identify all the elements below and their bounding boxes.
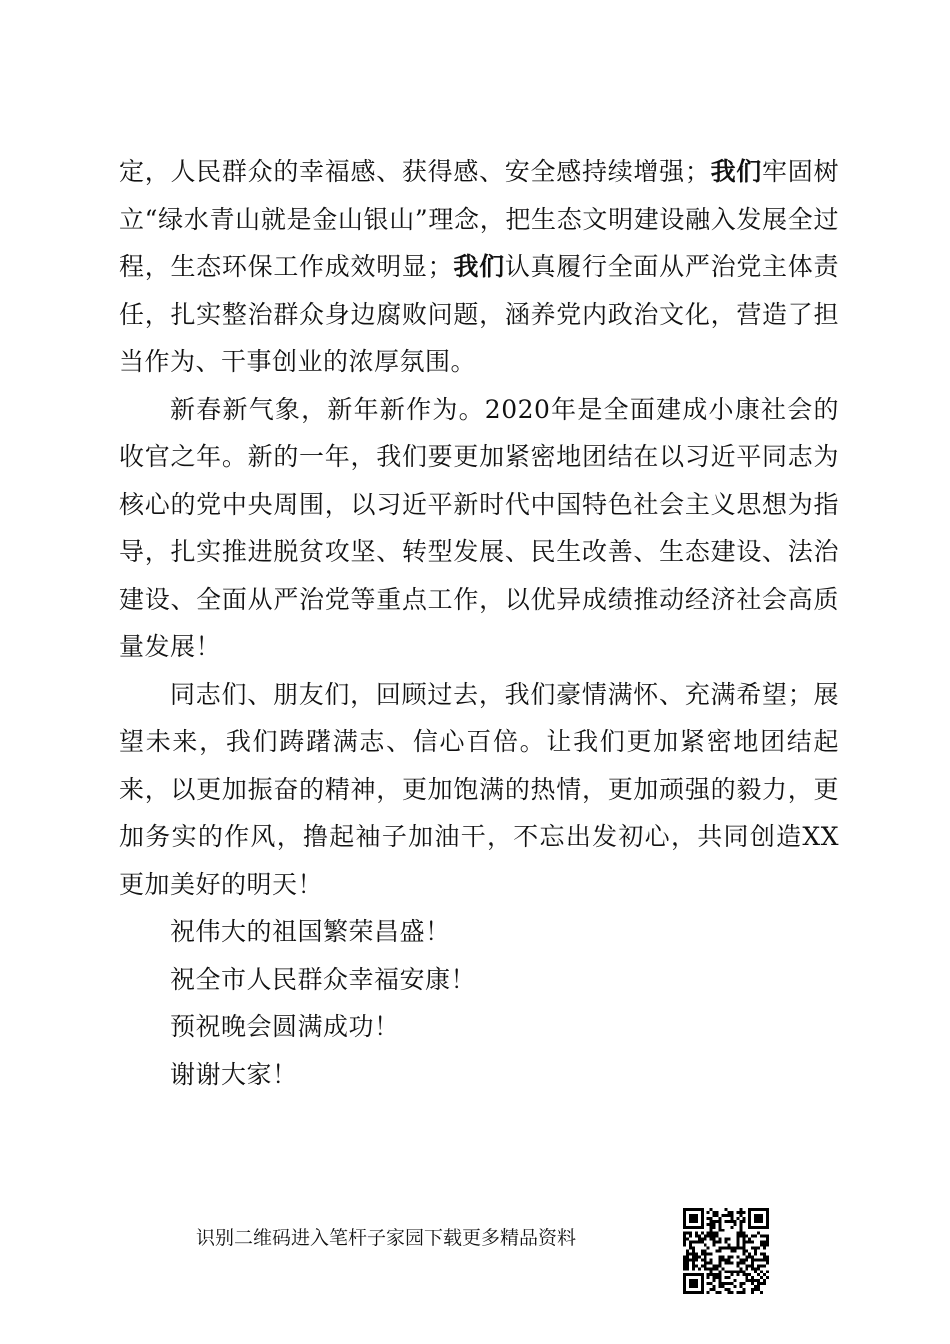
- bold-text-segment: 我们: [710, 157, 763, 186]
- paragraph: [119, 1003, 839, 1051]
- paragraph: [119, 908, 839, 956]
- qr-code-icon: [683, 1208, 769, 1294]
- text-segment: 祝全市人民群众幸福安康！: [170, 964, 477, 994]
- text-segment: 牢固树立“绿水青山就是金山银山”理念，把生态文明建设融入发展全过程，生态环保工作成效明显；: [119, 157, 839, 281]
- text-segment: 认真履行全面从严治党主体责任，扎实整治群众身边腐败问题，涵养党内政治文化，营造了担当作为、干事创业的浓厚氛围。: [119, 252, 839, 376]
- paragraph: [119, 956, 839, 1004]
- text-segment: 同志们、朋友们，回顾过去，我们豪情满怀、充满希望；展望未来，我们踌躇满志、信心百倍。让我们更加紧密地团结起来，以更加振奋的精神，更加饱满的热情，更加顽强的毅力，更加务实的作风，撸起袖子加油干，不忘出发初心，共同创造XX更加美好的明天！: [119, 679, 839, 899]
- paragraph: [119, 148, 839, 386]
- bold-text-segment: 我们: [453, 252, 505, 281]
- text-segment: 新春新气象，新年新作为。2020年是全面建成小康社会的收官之年。新的一年，我们要更加紧密地团结在以习近平同志为核心的党中央周围，以习近平新时代中国特色社会主义思想为指导，扎实推进脱贫攻坚、转型发展、民生改善、生态建设、法治建设、全面从严治党等重点工作，以优异成绩推动经济社会高质量发展！: [119, 394, 839, 661]
- footer-promo-text: 识别二维码进入笔杆子家园下载更多精品资料: [196, 1227, 577, 1249]
- text-segment: 谢谢大家！: [170, 1059, 298, 1089]
- text-segment: 祝伟大的祖国繁荣昌盛！: [170, 917, 451, 946]
- paragraph: [119, 1051, 839, 1099]
- document-body: [119, 148, 839, 1098]
- text-segment: 定，人民群众的幸福感、获得感、安全感持续增强；: [119, 157, 711, 186]
- paragraph: [119, 386, 839, 671]
- paragraph: [119, 671, 839, 909]
- text-segment: 预祝晚会圆满成功！: [170, 1012, 400, 1041]
